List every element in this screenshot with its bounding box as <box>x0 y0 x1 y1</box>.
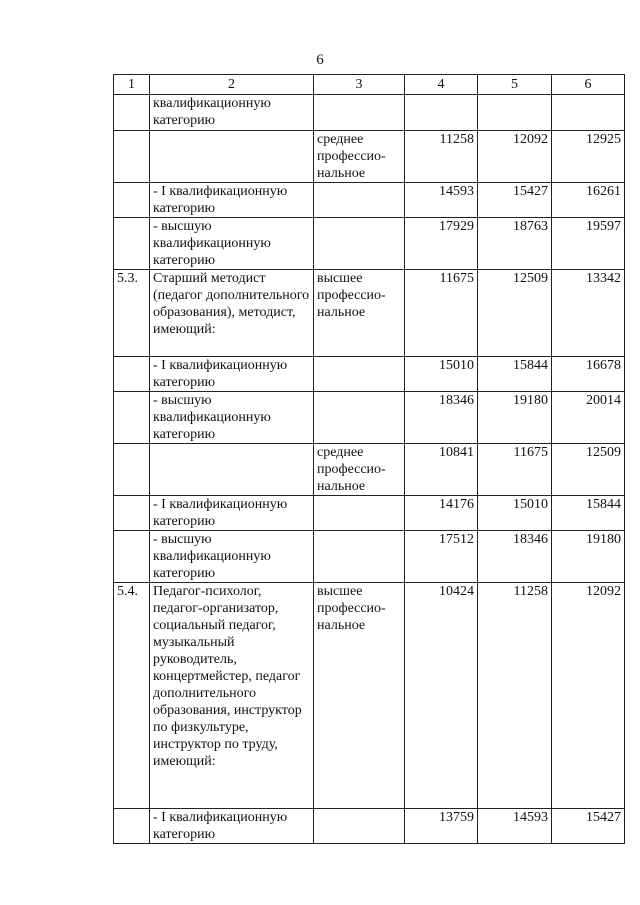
position-name-cell: - I квалификационную категорию <box>150 809 314 844</box>
table-header-row <box>114 75 625 95</box>
salary-cell-col5: 12509 <box>478 270 552 357</box>
salary-cell-col4: 15010 <box>405 357 478 392</box>
salary-cell-col4: 13759 <box>405 809 478 844</box>
salary-cell-col5: 11258 <box>478 583 552 809</box>
row-number-cell <box>114 218 150 270</box>
salary-cell-col6: 16678 <box>552 357 625 392</box>
row-number-cell: 5.4. <box>114 583 150 809</box>
position-name-cell: - I квалификационную категорию <box>150 496 314 531</box>
education-cell <box>314 496 405 531</box>
education-cell: среднее профессио- нальное <box>314 444 405 496</box>
education-cell: высшее профессио- нальное <box>314 583 405 809</box>
position-name-cell <box>150 444 314 496</box>
salary-cell-col4: 18346 <box>405 392 478 444</box>
salary-cell-col6: 16261 <box>552 183 625 218</box>
salary-cell-col5: 19180 <box>478 392 552 444</box>
column-header: 4 <box>405 75 478 95</box>
salary-cell-col5: 15010 <box>478 496 552 531</box>
salary-cell-col6: 15427 <box>552 809 625 844</box>
row-number-cell <box>114 183 150 218</box>
salary-cell-col6: 12925 <box>552 131 625 183</box>
salary-cell-col5: 12092 <box>478 131 552 183</box>
salary-cell-col6: 20014 <box>552 392 625 444</box>
position-name-cell: Старший методист (педагог дополнительного образования), методист, имеющий: <box>150 270 314 357</box>
salary-cell-col5: 11675 <box>478 444 552 496</box>
row-number-cell: 5.3. <box>114 270 150 357</box>
position-name-cell: квалификационную категорию <box>150 95 314 131</box>
table-row <box>114 357 625 392</box>
education-cell <box>314 809 405 844</box>
salary-cell-col6 <box>552 95 625 131</box>
salary-cell-col6: 19597 <box>552 218 625 270</box>
row-number-cell <box>114 131 150 183</box>
row-number-cell <box>114 357 150 392</box>
salary-cell-col5: 15427 <box>478 183 552 218</box>
table-row <box>114 444 625 496</box>
position-name-cell: - высшую квалификационную категорию <box>150 392 314 444</box>
row-number-cell <box>114 392 150 444</box>
column-header: 5 <box>478 75 552 95</box>
salary-table <box>113 74 625 844</box>
salary-cell-col4: 14593 <box>405 183 478 218</box>
salary-cell-col4 <box>405 95 478 131</box>
salary-cell-col4: 10424 <box>405 583 478 809</box>
salary-cell-col5: 14593 <box>478 809 552 844</box>
table-row <box>114 270 625 357</box>
table-row <box>114 218 625 270</box>
salary-cell-col6: 15844 <box>552 496 625 531</box>
position-name-cell: - высшую квалификационную категорию <box>150 531 314 583</box>
salary-cell-col4: 17929 <box>405 218 478 270</box>
salary-cell-col5 <box>478 95 552 131</box>
education-cell <box>314 95 405 131</box>
salary-cell-col5: 18763 <box>478 218 552 270</box>
education-cell <box>314 218 405 270</box>
position-name-cell: - высшую квалификационную категорию <box>150 218 314 270</box>
salary-cell-col5: 18346 <box>478 531 552 583</box>
education-cell: высшее профессио- нальное <box>314 270 405 357</box>
table-row <box>114 392 625 444</box>
table-row <box>114 809 625 844</box>
salary-cell-col6: 13342 <box>552 270 625 357</box>
table-row <box>114 583 625 809</box>
table-row <box>114 95 625 131</box>
position-name-cell <box>150 131 314 183</box>
row-number-cell <box>114 531 150 583</box>
position-name-cell: - I квалификационную категорию <box>150 357 314 392</box>
position-name-cell: Педагог-психолог, педагог-организатор, социальный педагог, музыкальный руководитель, концертмейстер, педагог дополнительного образования, инструктор по физкультуре, инструктор по труду, имеющий: <box>150 583 314 809</box>
education-cell <box>314 392 405 444</box>
position-name-cell: - I квалификационную категорию <box>150 183 314 218</box>
page-number: 6 <box>316 52 324 68</box>
salary-cell-col5: 15844 <box>478 357 552 392</box>
education-cell <box>314 531 405 583</box>
salary-cell-col4: 10841 <box>405 444 478 496</box>
row-number-cell <box>114 95 150 131</box>
table-row <box>114 183 625 218</box>
salary-cell-col6: 12092 <box>552 583 625 809</box>
column-header: 3 <box>314 75 405 95</box>
column-header: 6 <box>552 75 625 95</box>
row-number-cell <box>114 809 150 844</box>
education-cell: среднее профессио- нальное <box>314 131 405 183</box>
salary-cell-col4: 14176 <box>405 496 478 531</box>
salary-cell-col4: 17512 <box>405 531 478 583</box>
row-number-cell <box>114 496 150 531</box>
column-header: 1 <box>114 75 150 95</box>
salary-cell-col4: 11675 <box>405 270 478 357</box>
table-row <box>114 496 625 531</box>
salary-cell-col4: 11258 <box>405 131 478 183</box>
education-cell <box>314 183 405 218</box>
table-row <box>114 131 625 183</box>
salary-cell-col6: 19180 <box>552 531 625 583</box>
table-row <box>114 531 625 583</box>
column-header: 2 <box>150 75 314 95</box>
row-number-cell <box>114 444 150 496</box>
salary-cell-col6: 12509 <box>552 444 625 496</box>
education-cell <box>314 357 405 392</box>
